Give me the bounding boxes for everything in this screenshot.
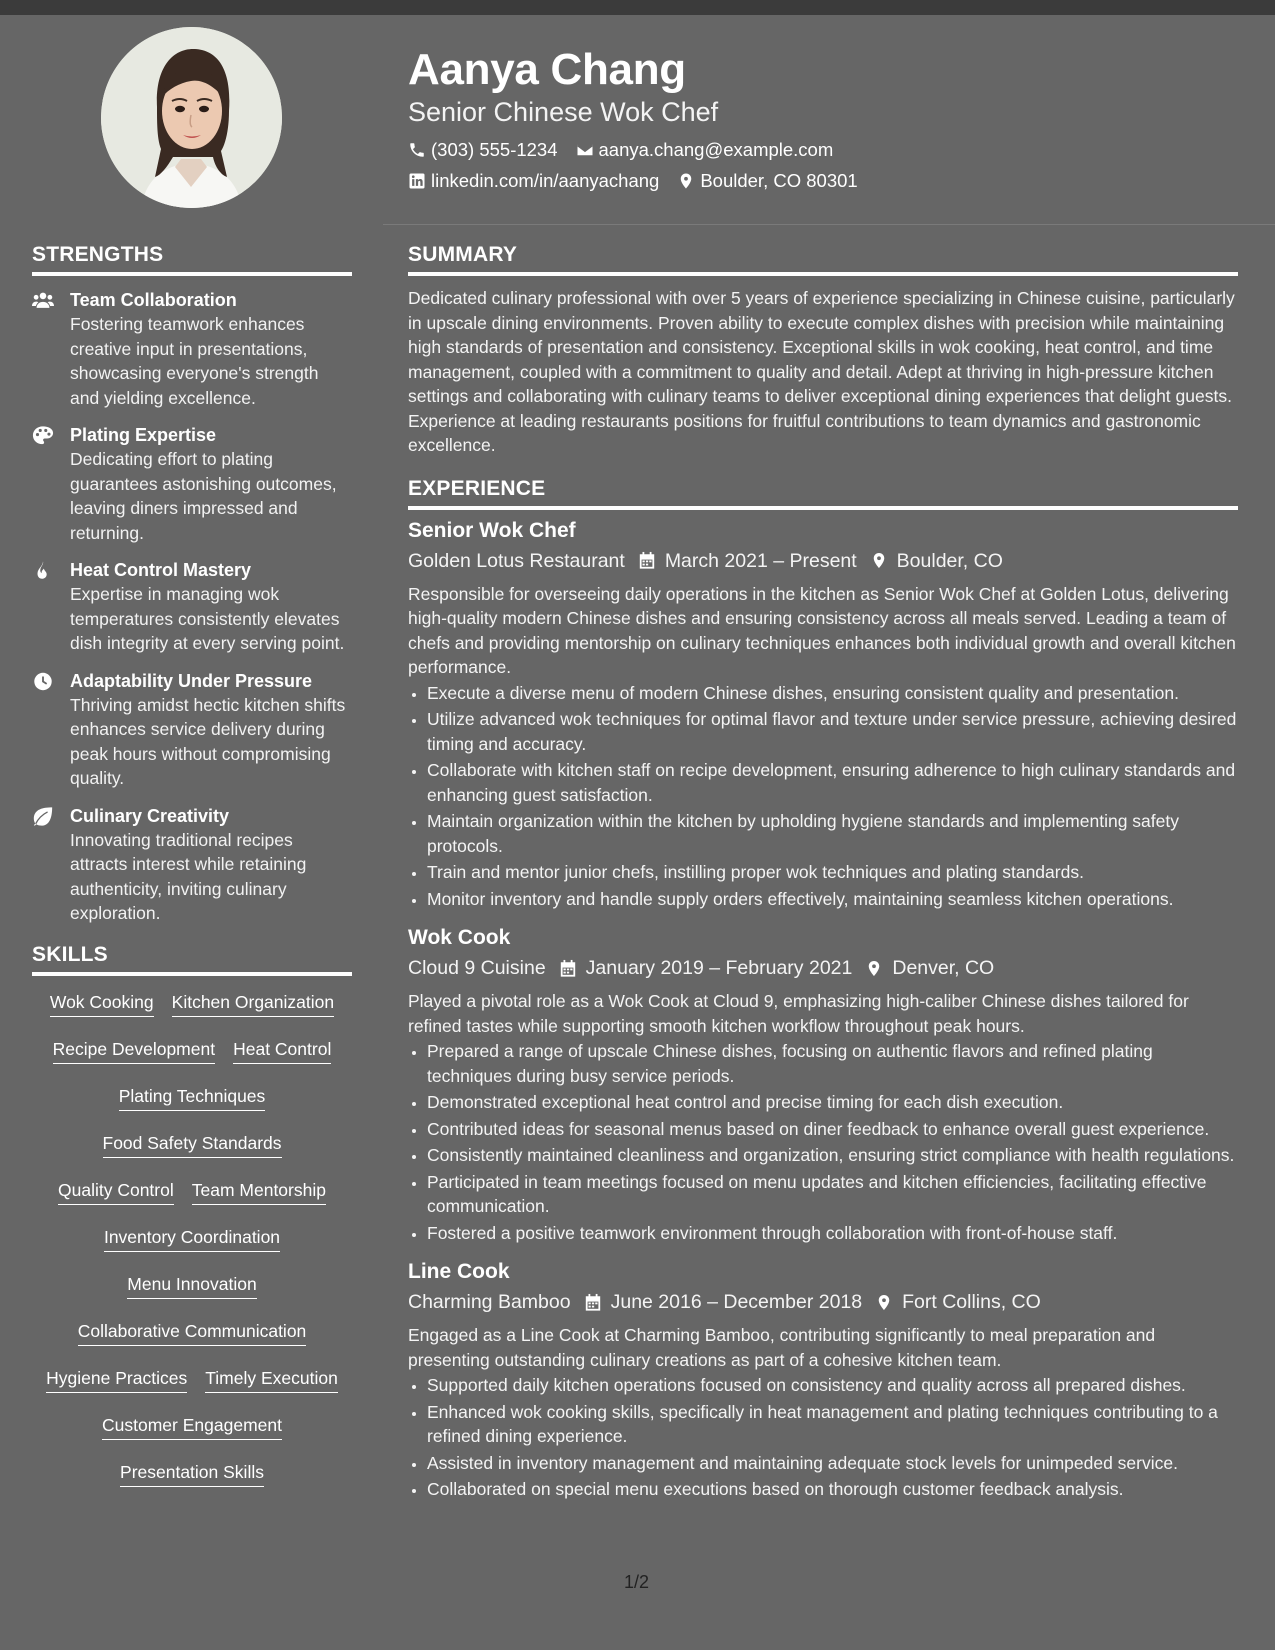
job-meta [408, 546, 1238, 576]
strength-desc: Expertise in managing wok temperatures consistently elevates dish integrity at every serving point. [70, 584, 345, 653]
job-bullet: • Consistently maintained cleanliness and organization, ensuring strict compliance with health regulations. [427, 1143, 1238, 1168]
summary-rule [408, 272, 1238, 276]
job-bullet: • Enhanced wok cooking skills, specifically in heat management and plating techniques contributing to a refined dining experience. [427, 1400, 1238, 1449]
strengths-heading: STRENGTHS [32, 243, 164, 266]
skill-tag: Food Safety Standards [103, 1131, 282, 1158]
strength-item [32, 804, 352, 926]
users-icon [32, 291, 54, 310]
portrait-illustration [101, 27, 282, 208]
candidate-title: Senior Chinese Wok Chef [408, 97, 719, 127]
location-text: Boulder, CO 80301 [700, 170, 858, 191]
contact-email[interactable] [576, 134, 834, 165]
skills-rule [32, 972, 352, 976]
strength-desc: Innovating traditional recipes attracts interest while retaining authenticity, inviting culinary exploration. [70, 829, 307, 923]
job-bullet: • Fostered a positive teamwork environment through collaboration with front-of-house staff. [427, 1221, 1238, 1246]
skill-tag: Kitchen Organization [172, 990, 334, 1017]
job-dates: March 2021 – Present [664, 549, 857, 572]
strength-desc: Dedicating effort to plating guarantees astonishing outcomes, leaving diners impressed and returning. [70, 449, 337, 543]
linkedin-text: linkedin.com/in/aanyachang [431, 170, 660, 191]
email-text: aanya.chang@example.com [598, 139, 834, 160]
skill-tag: Customer Engagement [102, 1413, 282, 1440]
job-entry [408, 516, 1238, 912]
strength-item [32, 288, 352, 410]
skill-tag: Recipe Development [53, 1037, 215, 1064]
contact-linkedin[interactable] [408, 165, 659, 196]
job-bullet: • Participated in team meetings focused on menu updates and kitchen efficiencies, facilitating effective communication. [427, 1170, 1238, 1219]
job-bullet: • Train and mentor junior chefs, instilling proper wok techniques and plating standards. [427, 860, 1238, 885]
job-bullet: • Maintain organization within the kitchen by upholding hygiene standards and implementing safety protocols. [427, 809, 1238, 858]
profile-photo [101, 27, 282, 208]
linkedin-icon [408, 172, 426, 190]
strength-title: Adaptability Under Pressure [70, 670, 313, 691]
job-bullet: • Collaborated on special menu executions based on thorough customer feedback analysis. [427, 1477, 1238, 1502]
envelope-icon [576, 141, 594, 159]
job-location: Fort Collins, CO [902, 1291, 1041, 1313]
job-title: Line Cook [408, 1260, 510, 1283]
job-bullet: • Demonstrated exceptional heat control and precise timing for each dish execution. [427, 1090, 1238, 1115]
job-bullets [408, 1039, 1238, 1245]
job-dates: June 2016 – December 2018 [610, 1291, 863, 1313]
header-divider [383, 224, 1275, 225]
job-meta [408, 953, 1238, 983]
job-location: Denver, CO [892, 957, 995, 979]
strength-title: Plating Expertise [70, 425, 217, 445]
job-description: Engaged as a Line Cook at Charming Bamboo, contributing significantly to meal preparation and presenting outstanding culinary creations as part of a cohesive kitchen team. [408, 1325, 1156, 1370]
skills-heading: SKILLS [32, 942, 108, 966]
skill-tag: Plating Techniques [119, 1084, 266, 1111]
map-pin-icon [875, 1293, 893, 1312]
job-bullet: • Collaborate with kitchen staff on recipe development, ensuring adherence to high culinary standards and enhancing guest satisfaction. [427, 758, 1238, 807]
skill-tag: Menu Innovation [127, 1272, 256, 1299]
job-description: Responsible for overseeing daily operations in the kitchen as Senior Wok Chef at Golden Lotus, delivering high-quality modern Chinese dishes and ensuring consistency across all meals served. Leading a team of chefs and providing mentorship on culinary techniques enhances both individual growth and overall kitchen performance. [408, 583, 1236, 677]
job-company: Charming Bamboo [408, 1291, 571, 1313]
calendar-icon [559, 959, 577, 978]
job-title: Wok Cook [408, 926, 511, 949]
job-meta [408, 1287, 1238, 1317]
job-bullet: • Execute a diverse menu of modern Chinese dishes, ensuring consistent quality and presentation. [427, 681, 1238, 706]
job-dates: January 2019 – February 2021 [585, 957, 853, 979]
strength-desc: Fostering teamwork enhances creative input in presentations, showcasing everyone's strength and yielding excellence. [70, 314, 319, 408]
skill-tag: Inventory Coordination [104, 1225, 280, 1252]
strength-title: Culinary Creativity [70, 805, 230, 826]
contact-row-1 [408, 134, 1238, 165]
clock-icon [32, 672, 54, 691]
skill-tag: Presentation Skills [120, 1460, 264, 1487]
map-pin-icon [870, 551, 888, 570]
skill-tag: Heat Control [233, 1037, 331, 1064]
skill-tag: Wok Cooking [50, 990, 154, 1017]
job-entry [408, 923, 1238, 1245]
palette-icon [32, 426, 54, 445]
left-column [32, 240, 352, 1507]
strengths-rule [32, 272, 352, 276]
summary-heading: SUMMARY [408, 243, 518, 266]
job-description: Played a pivotal role as a Wok Cook at Cloud 9, emphasizing high-caliber Chinese dishes tailored for refined tastes while supporting smooth kitchen workflow throughout peak hours. [408, 991, 1189, 1036]
job-bullet: • Assisted in inventory management and maintaining adequate stock levels for unimpeded service. [427, 1451, 1238, 1476]
skill-tag: Team Mentorship [192, 1178, 326, 1205]
job-location: Boulder, CO [896, 549, 1003, 572]
strength-title: Team Collaboration [70, 290, 237, 310]
job-bullets [408, 1373, 1238, 1502]
strength-desc: Thriving amidst hectic kitchen shifts enhances service delivery during peak hours without compromising quality. [70, 694, 346, 788]
skill-tag: Quality Control [58, 1178, 174, 1205]
job-company: Cloud 9 Cuisine [408, 957, 546, 979]
strength-item [32, 669, 352, 791]
candidate-name: Aanya Chang [408, 45, 686, 94]
skill-tag: Collaborative Communication [78, 1319, 307, 1346]
job-bullet: • Contributed ideas for seasonal menus based on diner feedback to enhance overall guest experience. [427, 1117, 1238, 1142]
experience-heading: EXPERIENCE [408, 476, 546, 500]
top-bar [0, 0, 1275, 15]
job-entry [408, 1257, 1238, 1502]
job-bullet: • Prepared a range of upscale Chinese dishes, focusing on authentic flavors and refined plating techniques during busy service periods. [427, 1039, 1238, 1088]
job-bullet: • Monitor inventory and handle supply orders effectively, maintaining seamless kitchen operations. [427, 887, 1238, 912]
calendar-icon [584, 1293, 602, 1312]
calendar-icon [638, 551, 656, 570]
right-column [408, 240, 1238, 1514]
phone-text: (303) 555-1234 [431, 139, 558, 160]
map-pin-icon [677, 172, 695, 190]
job-bullet: • Utilize advanced wok techniques for optimal flavor and texture under service pressure, achieving desired timing and accuracy. [427, 707, 1238, 756]
map-pin-icon [865, 959, 883, 978]
contact-phone[interactable] [408, 134, 558, 165]
skill-tag: Hygiene Practices [46, 1366, 187, 1393]
job-title: Senior Wok Chef [408, 518, 576, 542]
resume-header [408, 44, 1238, 196]
job-company: Golden Lotus Restaurant [408, 549, 625, 572]
flame-icon [32, 561, 54, 580]
strength-item [32, 558, 352, 656]
job-bullet: • Supported daily kitchen operations focused on consistency and quality across all prepared dishes. [427, 1373, 1238, 1398]
skills-list [32, 988, 352, 1507]
strength-item [32, 423, 352, 545]
page-indicator: 1/2 [624, 1572, 650, 1592]
contact-location [677, 165, 857, 196]
contact-row-2 [408, 165, 1238, 196]
experience-rule [408, 506, 1238, 510]
skill-tag: Timely Execution [205, 1366, 338, 1393]
phone-icon [408, 141, 426, 159]
leaf-icon [32, 807, 54, 826]
summary-text: Dedicated culinary professional with over 5 years of experience specializing in Chinese cuisine, particularly in upscale dining environments. Proven ability to execute complex dishes with precision while maintaining high standards of presentation and consistency. Exceptional skills in wok cooking, heat control, and time management, coupled with a commitment to quality and detail. Adept at thriving in high-pressure kitchen settings and collaborating with culinary teams to deliver exceptional dining experiences that delight guests. Experience at leading restaurants positions for fruitful contributions to team dynamics and gastronomic excellence. [408, 288, 1235, 455]
job-bullets [408, 681, 1238, 912]
strength-title: Heat Control Mastery [70, 560, 252, 580]
